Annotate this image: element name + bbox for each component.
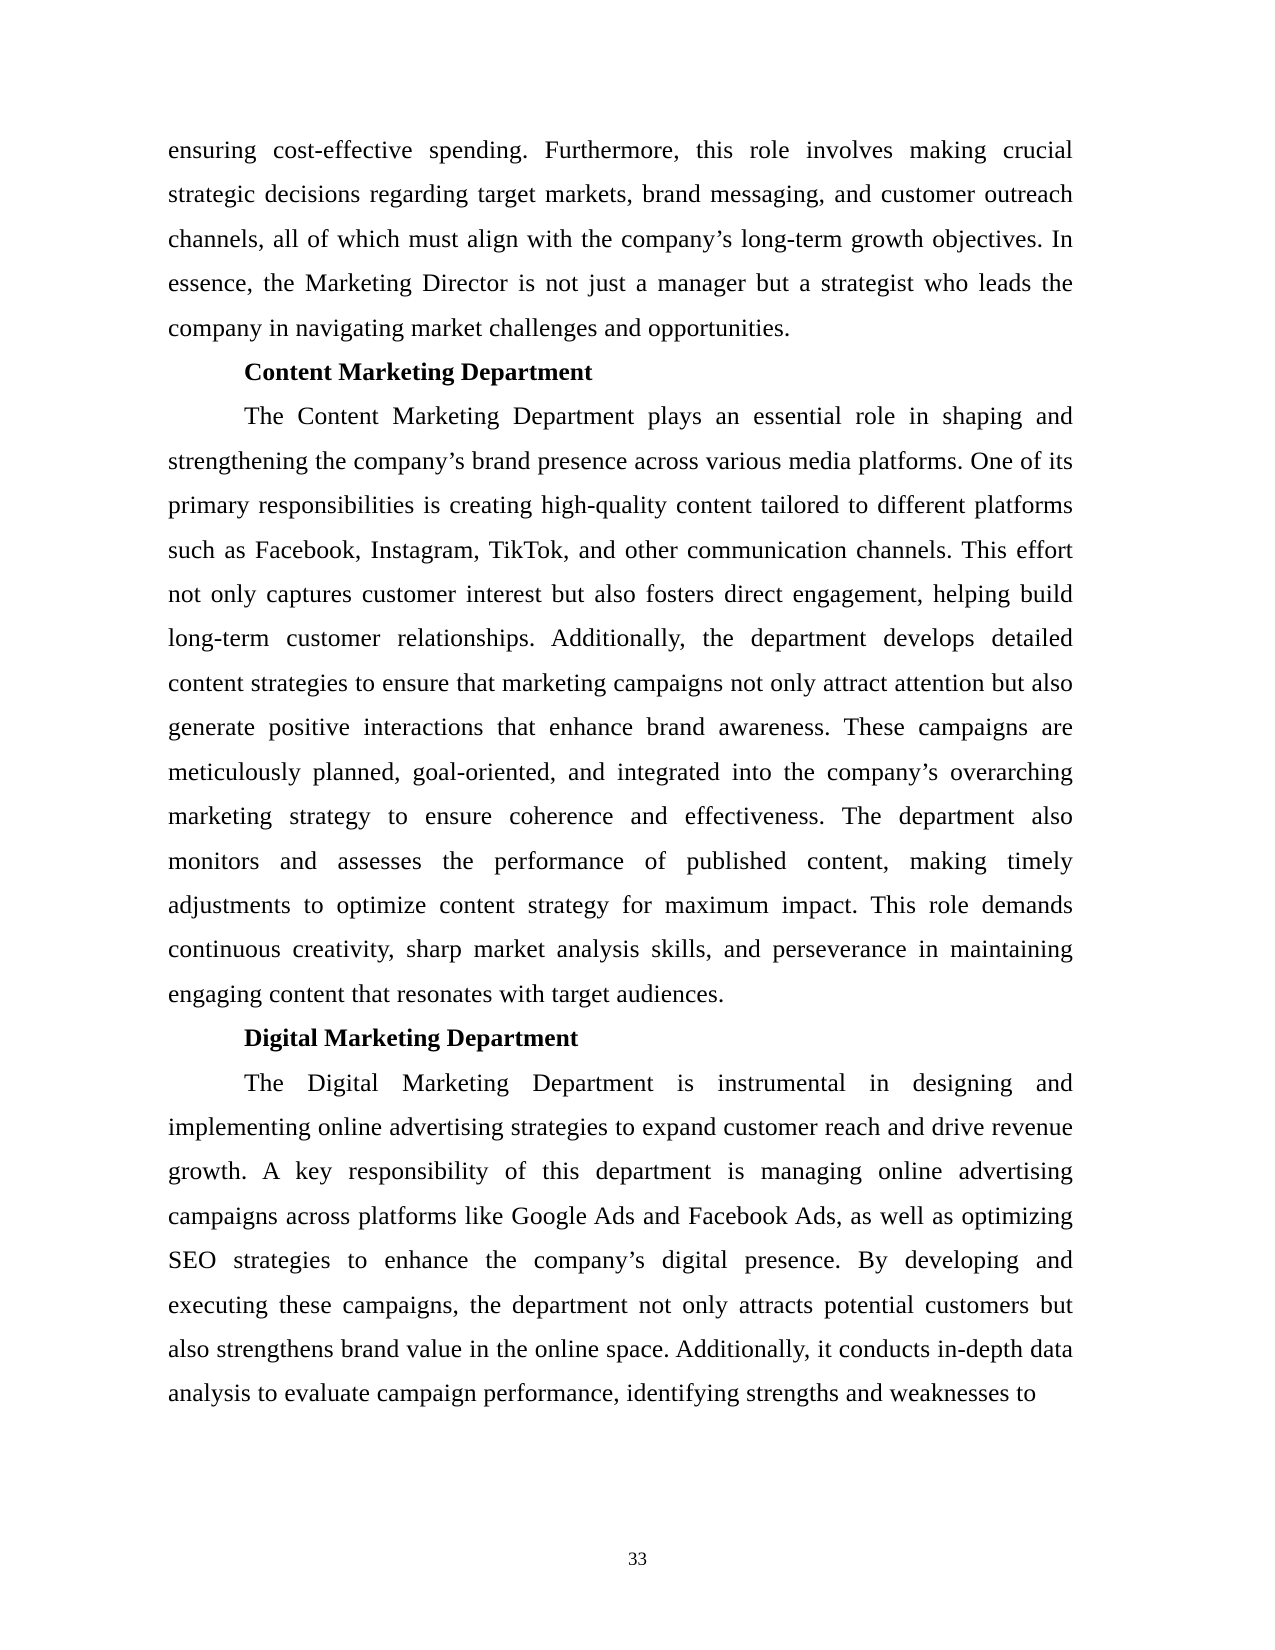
heading-content-marketing-department: Content Marketing Department [244,357,593,387]
paragraph-marketing-director-continuation: ensuring cost-effective spending. Furthermore, this role involves making crucial strategic decisions regarding target markets, brand messaging, and customer outreach channels, all of which must align with the company’s long-term growth objectives. In essence, the Marketing Director is not just a manager but a strategist who leads the company in navigating market challenges and opportunities. [168,135,1073,342]
page-number: 33 [628,1549,647,1570]
page-body [168,128,1073,1416]
paragraph-digital-marketing-department: The Digital Marketing Department is instrumental in designing and implementing online advertising strategies to expand customer reach and drive revenue growth. A key responsibility of this department is managing online advertising campaigns across platforms like Google Ads and Facebook Ads, as well as optimizing SEO strategies to enhance the company’s digital presence. By developing and executing these campaigns, the department not only attracts potential customers but also strengthens brand value in the online space. Additionally, it conducts in-depth data analysis to evaluate campaign performance, identifying strengths and weaknesses to [168,1067,1073,1408]
heading-digital-marketing-department: Digital Marketing Department [244,1023,579,1053]
paragraph-content-marketing-department: The Content Marketing Department plays an essential role in shaping and strengthening the company’s brand presence across various media platforms. One of its primary responsibilities is creating high-quality content tailored to different platforms such as Facebook, Instagram, TikTok, and other communication channels. This effort not only captures customer interest but also fosters direct engagement, helping build long-term customer relationships. Additionally, the department develops detailed content strategies to ensure that marketing campaigns not only attract attention but also generate positive interactions that enhance brand awareness. These campaigns are meticulously planned, goal-oriented, and integrated into the company’s overarching marketing strategy to ensure coherence and effectiveness. The department also monitors and assesses the performance of published content, making timely adjustments to optimize content strategy for maximum impact. This role demands continuous creativity, sharp market analysis skills, and perseverance in maintaining engaging content that resonates with target audiences. [168,401,1073,1008]
